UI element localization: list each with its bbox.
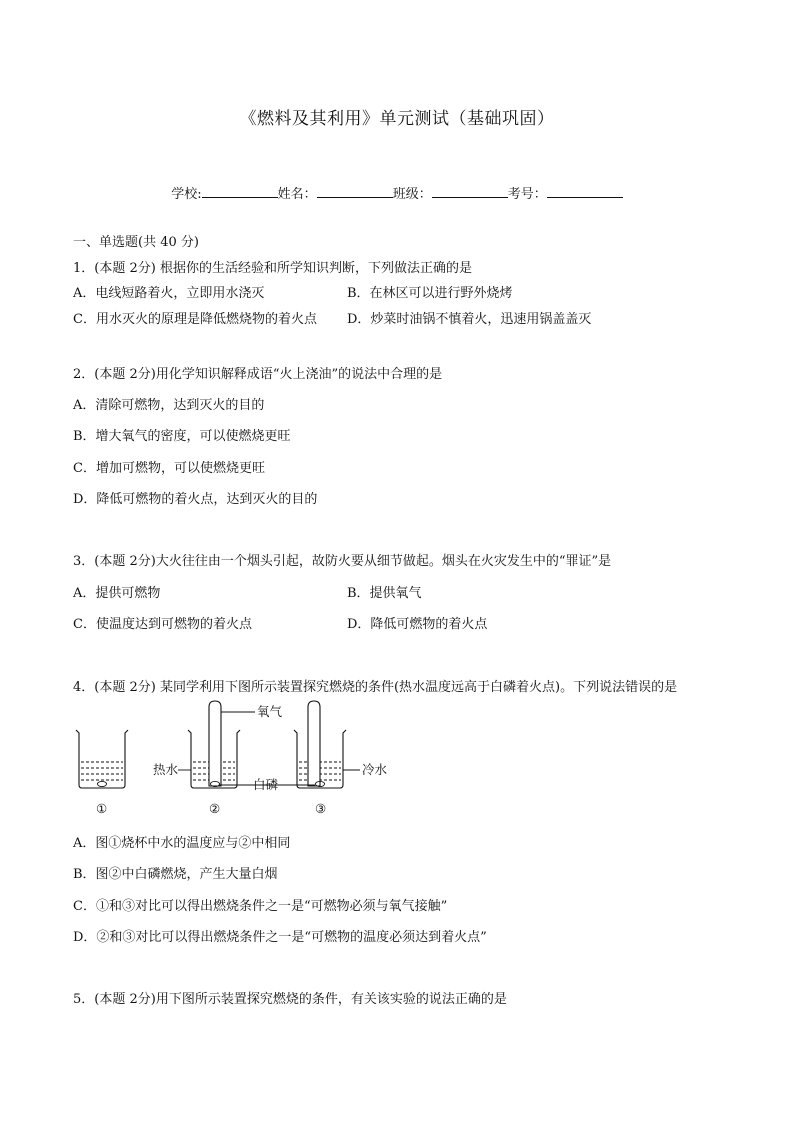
section-heading: 一、单选题(共 40 分)	[73, 235, 199, 250]
q2-option-d: D．降低可燃物的着火点，达到灭火的目的	[73, 492, 318, 507]
q4-option-c: C．①和③对比可以得出燃烧条件之一是“可燃物必须与氧气接触”	[73, 899, 448, 914]
q3-option-d: D．降低可燃物的着火点	[347, 617, 488, 632]
name-blank	[317, 185, 393, 198]
q4-option-d: D．②和③对比可以得出燃烧条件之一是“可燃物的温度必须达到着火点”	[73, 930, 487, 945]
q1-option-b: B．在林区可以进行野外烧烤	[347, 286, 513, 301]
student-info-line	[0, 183, 794, 202]
q3-option-a: A．提供可燃物	[73, 586, 161, 601]
q3-option-b: B．提供氧气	[347, 586, 422, 601]
number-label: 考号：	[507, 187, 547, 202]
q2-option-a: A．清除可燃物，达到灭火的目的	[73, 398, 265, 413]
class-label: 班级：	[392, 187, 432, 202]
beaker-3-number: ③	[315, 801, 327, 816]
oxygen-label: 氧气	[257, 704, 283, 719]
q4-option-b: B．图②中白磷燃烧，产生大量白烟	[73, 867, 278, 882]
beaker-3	[294, 701, 346, 788]
q3-option-c: C．使温度达到可燃物的着火点	[73, 617, 252, 632]
class-blank	[432, 185, 508, 198]
q1-option-c: C．用水灭火的原理是降低燃烧物的着火点	[73, 312, 317, 327]
hot-water-label: 热水	[153, 762, 179, 777]
q4-option-a: A．图①烧杯中水的温度应与②中相同	[73, 836, 291, 851]
q2-option-c: C．增加可燃物，可以使燃烧更旺	[73, 461, 265, 476]
cold-water-label: 冷水	[362, 762, 388, 777]
beaker-2-number: ②	[209, 801, 221, 816]
beaker-2	[188, 701, 240, 788]
combustion-experiment-figure	[66, 700, 406, 825]
page-title: 《燃料及其利用》单元测试（基础巩固）	[239, 109, 555, 129]
beaker-1-number: ①	[96, 801, 108, 816]
school-blank	[202, 185, 278, 198]
q2-stem: 2．(本题 2分)用化学知识解释成语“火上浇油”的说法中合理的是	[73, 367, 443, 382]
q2-option-b: B．增大氧气的密度，可以使燃烧更旺	[73, 429, 291, 444]
school-label: 学校:	[171, 187, 202, 202]
q1-option-d: D．炒菜时油锅不慎着火，迅速用锅盖盖灭	[347, 312, 592, 327]
q4-stem: 4．(本题 2分) 某同学利用下图所示装置探究燃烧的条件(热水温度远高于白磷着火点)。下列说法错误的是	[73, 680, 678, 695]
white-phosphorus-label: 白磷	[253, 777, 279, 792]
beaker-1	[76, 730, 128, 788]
name-label: 姓名：	[277, 187, 317, 202]
q5-stem: 5．(本题 2分)用下图所示装置探究燃烧的条件，有关该实验的说法正确的是	[73, 992, 507, 1007]
number-blank	[547, 185, 623, 198]
q1-option-a: A．电线短路着火，立即用水浇灭	[73, 286, 265, 301]
q3-stem: 3．(本题 2分)大火往往由一个烟头引起，故防火要从细节做起。烟头在火灾发生中的“罪证”是	[73, 554, 612, 569]
q1-stem: 1．(本题 2分) 根据你的生活经验和所学知识判断，下列做法正确的是	[73, 261, 472, 276]
